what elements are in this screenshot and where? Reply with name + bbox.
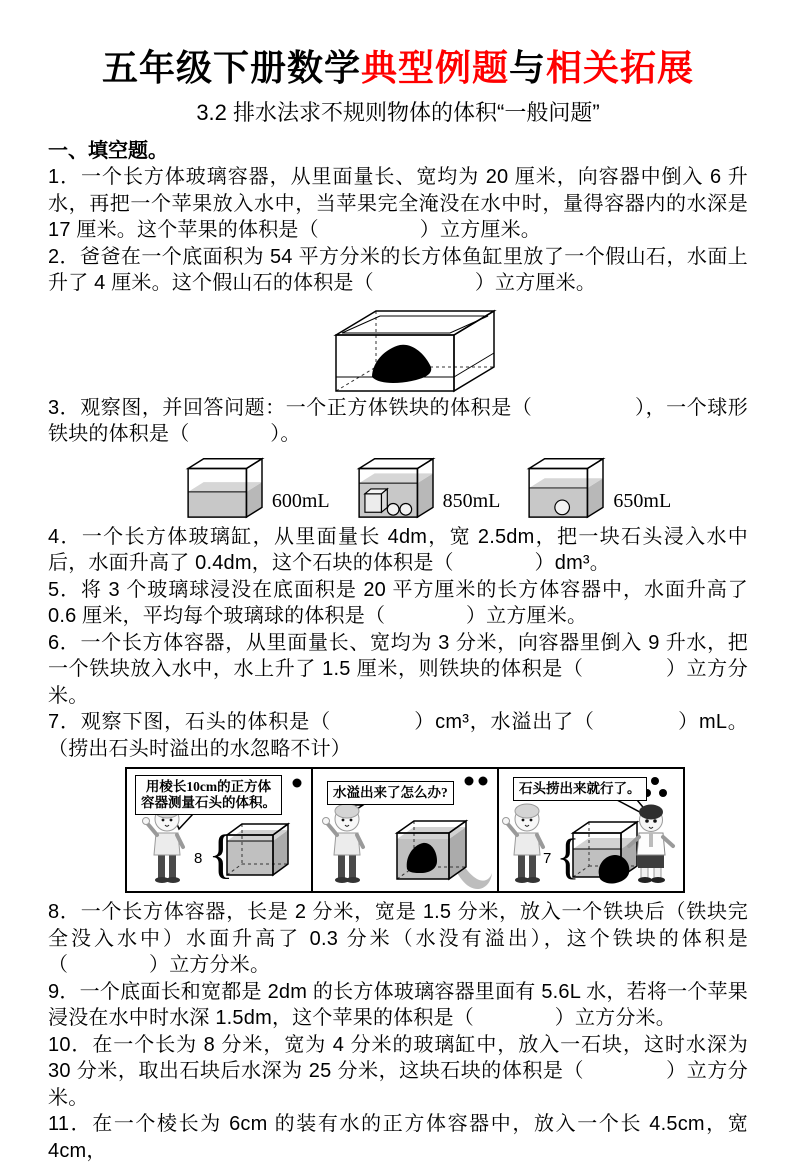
sphere-icon: [555, 500, 570, 515]
panel-dots: [651, 777, 659, 785]
cube-container-icon: [194, 824, 288, 884]
beaker-label: 600mL: [271, 489, 330, 512]
beakers-figure: [48, 451, 748, 521]
boy-character-icon: [323, 804, 364, 883]
title-part-red-2: 相关拓展: [546, 47, 695, 88]
title-part-red-1: 典型例题: [360, 47, 509, 88]
stone-icon: [372, 344, 431, 382]
speech-bubble: [135, 775, 282, 815]
beaker-850ml: [356, 451, 501, 521]
fish-tank-drawing: [328, 299, 518, 395]
cube-container-spilling-icon: [397, 821, 492, 889]
question-11: 11．在一个棱长为 6cm 的装有水的正方体容器中，放入一个长 4.5cm，宽 4cm，: [48, 1113, 748, 1162]
panel-dots: [479, 777, 488, 786]
beaker-label: 650mL: [613, 489, 672, 512]
beaker-drawing-1: [185, 451, 269, 521]
fish-tank-figure: [48, 299, 748, 395]
comic-panel-1: [127, 769, 311, 891]
title-part-black-1: 五年级下册数学: [101, 47, 361, 88]
speech-bubble-line: 石头捞出来就行了。: [519, 781, 641, 796]
title-part-black-2: 与: [509, 47, 547, 88]
question-10: 10．在一个长为 8 分米，宽为 4 分米的玻璃缸中，放入一石块，这时水深为 30 分米，取出石块后水深为 25 分米，这块石块的体积是（ ）立方分米。: [48, 1033, 748, 1109]
panel-dots: [293, 779, 302, 788]
measure-brace: {: [208, 824, 234, 884]
comic-strip-figure: [125, 767, 685, 893]
measure-brace: {: [556, 828, 580, 884]
beaker-650ml: [526, 451, 671, 521]
question-3: 3．观察图，并回答问题：一个正方体铁块的体积是（ ），一个球形铁块的体积是（ ）。: [48, 396, 748, 445]
speech-bubble-line: 用棱长10cm的正方体: [145, 779, 272, 794]
question-8: 8．一个长方体容器，长是 2 分米，宽是 1.5 分米，放入一个铁块后（铁块完全没入水中）水面升高了 0.3 分米（水没有溢出），这个铁块的体积是（ ）立方分米。: [48, 901, 748, 976]
question-4: 4．一个长方体玻璃缸，从里面量长 4dm，宽 2.5dm，把一块石头浸入水中后，水面升高了 0.4dm，这个石块的体积是（ ）dm³。: [48, 525, 748, 574]
boy-character-icon: [503, 804, 544, 883]
question-5: 5．将 3 个玻璃球浸没在底面积是 20 平方厘米的长方体容器中，水面升高了 0.6 厘米，平均每个玻璃球的体积是（ ）立方厘米。: [48, 578, 748, 627]
page-subtitle: 3.2 排水法求不规则物体的体积“一般问题”: [196, 100, 600, 125]
beaker-label: 850mL: [442, 489, 501, 512]
page-title: [48, 46, 748, 90]
beaker-drawing-2: [356, 451, 440, 521]
measure-label: 8: [194, 850, 203, 867]
comic-panel-2: [311, 769, 497, 891]
comic-panel-3: [497, 769, 683, 891]
question-2: 2．爸爸在一个底面积为 54 平方分米的长方体鱼缸里放了一个假山石，水面上升了 4 厘米。这个假山石的体积是（ ）立方厘米。: [48, 245, 748, 294]
beaker-600ml: [185, 451, 330, 521]
question-7: 7．观察下图，石头的体积是（ ）cm³，水溢出了（ ）mL。（捞出石头时溢出的水忽略不计）: [48, 711, 748, 760]
question-9: 9．一个底面长和宽都是 2dm 的长方体玻璃容器里面有 5.6L 水，若将一个苹果浸没在水中时水深 1.5dm，这个苹果的体积是（ ）立方分米。: [48, 980, 748, 1029]
sphere-icon: [400, 503, 412, 515]
panel-dots: [659, 789, 667, 797]
beaker-drawing-3: [526, 451, 610, 521]
question-1: 1．一个长方体玻璃容器，从里面量长、宽均为 20 厘米，向容器中倒入 6 升水，再把一个苹果放入水中，当苹果完全淹没在水中时，量得容器内的水深是 17 厘米。这个苹果的体积是（ ）立方厘米。: [48, 166, 748, 241]
section-heading-fill-in-blanks: 一、填空题。: [48, 140, 168, 162]
speech-bubble: [327, 781, 454, 805]
iron-cube-icon: [365, 488, 387, 511]
speech-bubble: [513, 777, 647, 801]
sphere-icon: [387, 503, 399, 515]
speech-bubble-line: 容器测量石头的体积。: [141, 795, 276, 810]
question-6: 6．一个长方体容器，从里面量长、宽均为 3 分米，向容器里倒入 9 升水，把一个铁块放入水中，水上升了 1.5 厘米，则铁块的体积是（ ）立方分米。: [48, 631, 748, 707]
speech-bubble-line: 水溢出来了怎么办?: [333, 785, 448, 800]
panel-dots: [465, 777, 474, 786]
boy-character-icon: [143, 804, 184, 883]
measure-label: 7: [543, 850, 552, 867]
